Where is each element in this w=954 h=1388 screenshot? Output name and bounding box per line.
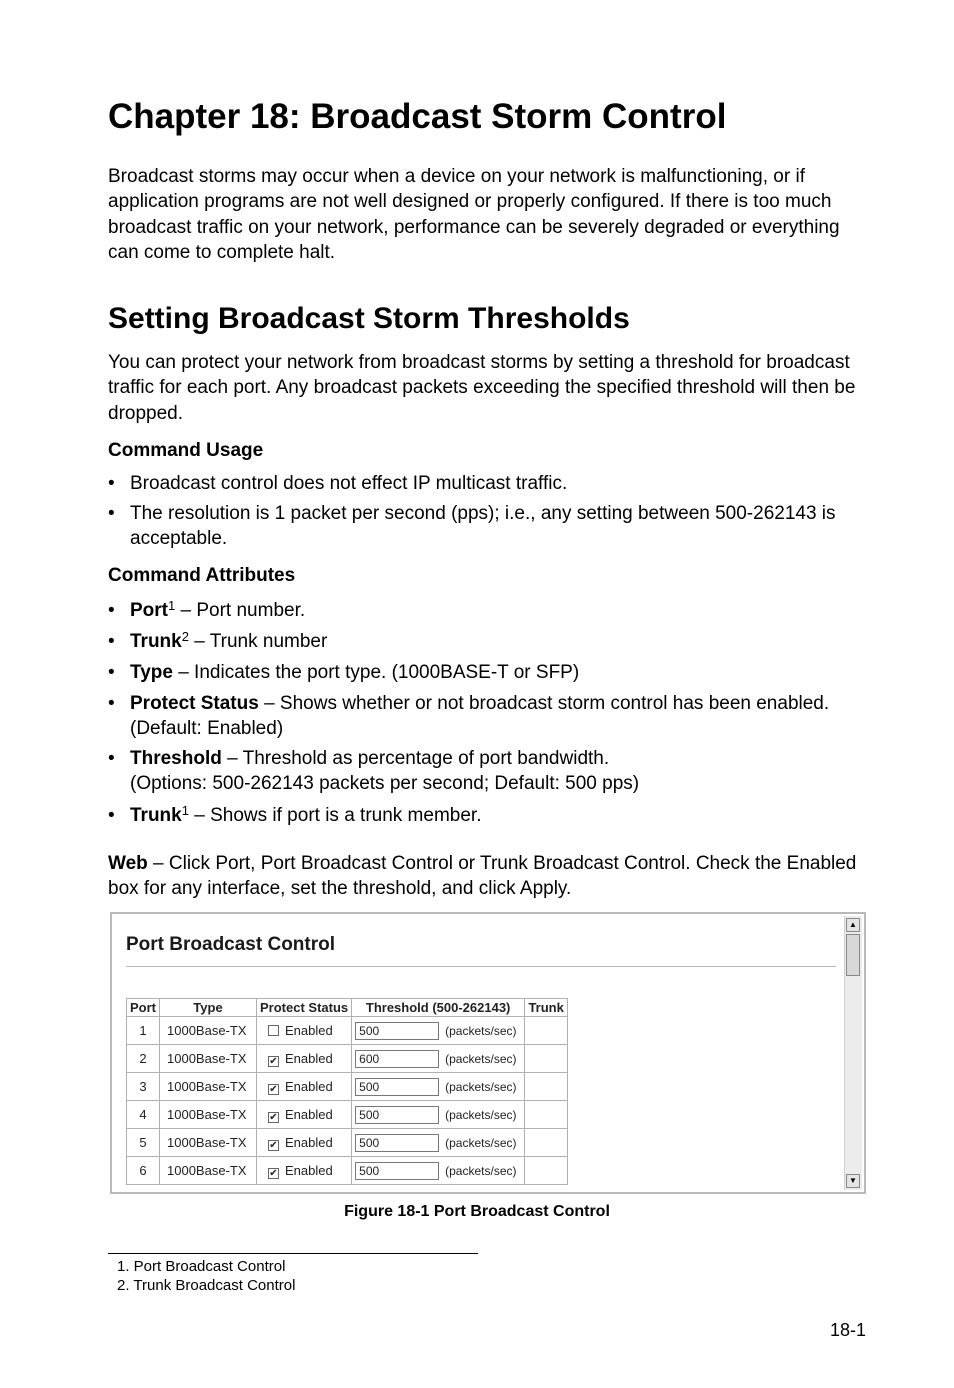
scroll-thumb[interactable] bbox=[846, 934, 860, 976]
table-row bbox=[127, 1045, 568, 1073]
list-item bbox=[108, 691, 868, 741]
figure-caption: Figure 18-1 Port Broadcast Control bbox=[344, 1203, 610, 1220]
port-cell: 4 bbox=[127, 1101, 160, 1129]
port-cell: 2 bbox=[127, 1045, 160, 1073]
threshold-unit: (packets/sec) bbox=[445, 1079, 517, 1094]
column-header-threshold: Threshold (500-262143) bbox=[352, 999, 525, 1017]
command-usage-list bbox=[108, 471, 868, 551]
protect-status-cell bbox=[257, 1129, 352, 1157]
command-usage-heading: Command Usage bbox=[108, 440, 264, 461]
threshold-cell bbox=[352, 1101, 525, 1129]
protect-status-cell bbox=[257, 1157, 352, 1185]
figure-panel-title: Port Broadcast Control bbox=[126, 934, 336, 955]
trunk-cell bbox=[525, 1157, 568, 1185]
attr-term: Trunk bbox=[130, 805, 182, 826]
scroll-up-icon[interactable]: ▲ bbox=[846, 918, 860, 932]
column-header-type: Type bbox=[160, 999, 257, 1017]
figure-screenshot bbox=[110, 912, 866, 1194]
enabled-label: Enabled bbox=[285, 1050, 333, 1066]
enabled-label: Enabled bbox=[285, 1078, 333, 1094]
threshold-input[interactable]: 500 bbox=[355, 1162, 439, 1180]
list-item: • The resolution is 1 packet per second (pps); i.e., any setting between 500-262143 is acceptable. bbox=[108, 501, 868, 551]
table-row bbox=[127, 1129, 568, 1157]
protect-status-cell bbox=[257, 1073, 352, 1101]
threshold-unit: (packets/sec) bbox=[445, 1135, 517, 1150]
scroll-down-icon[interactable]: ▼ bbox=[846, 1174, 860, 1188]
attr-desc-options: (Options: 500-262143 packets per second; Default: 500 pps) bbox=[130, 773, 640, 794]
threshold-unit: (packets/sec) bbox=[445, 1023, 517, 1038]
table-header-row bbox=[127, 999, 568, 1017]
threshold-unit: (packets/sec) bbox=[445, 1163, 517, 1178]
column-header-port: Port bbox=[127, 999, 160, 1017]
trunk-cell bbox=[525, 1017, 568, 1045]
column-header-trunk: Trunk bbox=[525, 999, 568, 1017]
attr-desc: – Threshold as percentage of port bandwidth. bbox=[221, 748, 610, 769]
threshold-unit: (packets/sec) bbox=[445, 1107, 517, 1122]
attr-term: Threshold bbox=[130, 748, 222, 769]
port-cell: 3 bbox=[127, 1073, 160, 1101]
footnote-divider bbox=[108, 1253, 478, 1254]
threshold-input[interactable]: 500 bbox=[355, 1078, 439, 1096]
threshold-cell bbox=[352, 1045, 525, 1073]
footnote-ref: 1 bbox=[168, 598, 176, 613]
web-paragraph bbox=[108, 851, 866, 902]
threshold-cell bbox=[352, 1073, 525, 1101]
attr-term: Port bbox=[130, 600, 168, 621]
attr-term: Type bbox=[130, 662, 173, 683]
list-item bbox=[108, 629, 868, 654]
port-broadcast-table bbox=[126, 998, 568, 1185]
figure-divider bbox=[126, 966, 836, 967]
enabled-label: Enabled bbox=[285, 1106, 333, 1122]
list-item: • Broadcast control does not effect IP multicast traffic. bbox=[108, 471, 868, 496]
section-title: Setting Broadcast Storm Thresholds bbox=[108, 302, 630, 335]
enabled-checkbox[interactable]: ✔ bbox=[269, 1055, 278, 1067]
type-cell: 1000Base-TX bbox=[160, 1045, 257, 1073]
enabled-checkbox[interactable]: ✔ bbox=[269, 1083, 278, 1095]
list-item bbox=[108, 803, 868, 828]
enabled-checkbox[interactable] bbox=[268, 1025, 279, 1036]
protect-status-cell bbox=[257, 1017, 352, 1045]
trunk-cell bbox=[525, 1073, 568, 1101]
enabled-checkbox[interactable]: ✔ bbox=[269, 1139, 278, 1151]
attr-desc: – Port number. bbox=[175, 600, 306, 621]
enabled-checkbox[interactable]: ✔ bbox=[269, 1167, 278, 1179]
port-cell: 1 bbox=[127, 1017, 160, 1045]
table-row bbox=[127, 1017, 568, 1045]
vertical-scrollbar[interactable] bbox=[844, 916, 862, 1190]
attr-desc: – Shows whether or not broadcast storm control has been enabled. (Default: Enabled) bbox=[130, 693, 830, 739]
type-cell: 1000Base-TX bbox=[160, 1157, 257, 1185]
chapter-title: Chapter 18: Broadcast Storm Control bbox=[108, 97, 727, 136]
threshold-cell bbox=[352, 1017, 525, 1045]
port-cell: 6 bbox=[127, 1157, 160, 1185]
attr-term: Protect Status bbox=[130, 693, 259, 714]
table-row bbox=[127, 1157, 568, 1185]
intro-paragraph: Broadcast storms may occur when a device on your network is malfunctioning, or if application programs are not well designed or properly configured. If there is too much broadcast traffic on your network, performance can be severely degraded or everything can come to complete halt. bbox=[108, 166, 840, 263]
attr-desc: – Trunk number bbox=[188, 631, 328, 652]
column-header-protect-status: Protect Status bbox=[257, 999, 352, 1017]
type-cell: 1000Base-TX bbox=[160, 1017, 257, 1045]
enabled-checkbox[interactable]: ✔ bbox=[269, 1111, 278, 1123]
web-text: – Click Port, Port Broadcast Control or Trunk Broadcast Control. Check the Enabled box for any interface, set the threshold, and click Apply. bbox=[108, 853, 857, 900]
threshold-input[interactable]: 600 bbox=[355, 1050, 439, 1068]
section-intro-paragraph: You can protect your network from broadcast storms by setting a threshold for broadcast traffic for each port. Any broadcast packets exceeding the specified threshold will then be dropped. bbox=[108, 352, 856, 424]
protect-status-cell bbox=[257, 1101, 352, 1129]
threshold-input[interactable]: 500 bbox=[355, 1106, 439, 1124]
threshold-input[interactable]: 500 bbox=[355, 1022, 439, 1040]
footnote-1: 1. Port Broadcast Control bbox=[117, 1258, 286, 1275]
enabled-label: Enabled bbox=[285, 1023, 333, 1038]
protect-status-cell bbox=[257, 1045, 352, 1073]
list-item bbox=[108, 660, 868, 685]
footnote-ref: 2 bbox=[181, 629, 189, 644]
type-cell: 1000Base-TX bbox=[160, 1101, 257, 1129]
type-cell: 1000Base-TX bbox=[160, 1129, 257, 1157]
trunk-cell bbox=[525, 1045, 568, 1073]
web-label: Web bbox=[108, 853, 148, 874]
port-cell: 5 bbox=[127, 1129, 160, 1157]
list-item bbox=[108, 598, 868, 623]
threshold-cell bbox=[352, 1157, 525, 1185]
threshold-input[interactable]: 500 bbox=[355, 1134, 439, 1152]
attr-desc: – Indicates the port type. (1000BASE-T or SFP) bbox=[172, 662, 580, 683]
trunk-cell bbox=[525, 1101, 568, 1129]
footnote-ref: 1 bbox=[181, 803, 189, 818]
table-row bbox=[127, 1101, 568, 1129]
footnote-2: 2. Trunk Broadcast Control bbox=[117, 1277, 296, 1294]
command-attributes-list bbox=[108, 598, 868, 828]
attr-desc: – Shows if port is a trunk member. bbox=[188, 805, 482, 826]
threshold-unit: (packets/sec) bbox=[445, 1051, 517, 1066]
trunk-cell bbox=[525, 1129, 568, 1157]
list-item bbox=[108, 746, 868, 796]
type-cell: 1000Base-TX bbox=[160, 1073, 257, 1101]
command-attributes-heading: Command Attributes bbox=[108, 565, 296, 586]
attr-term: Trunk bbox=[130, 631, 182, 652]
threshold-cell bbox=[352, 1129, 525, 1157]
table-row bbox=[127, 1073, 568, 1101]
enabled-label: Enabled bbox=[285, 1134, 333, 1150]
enabled-label: Enabled bbox=[285, 1162, 333, 1178]
page-number: 18-1 bbox=[830, 1320, 867, 1340]
